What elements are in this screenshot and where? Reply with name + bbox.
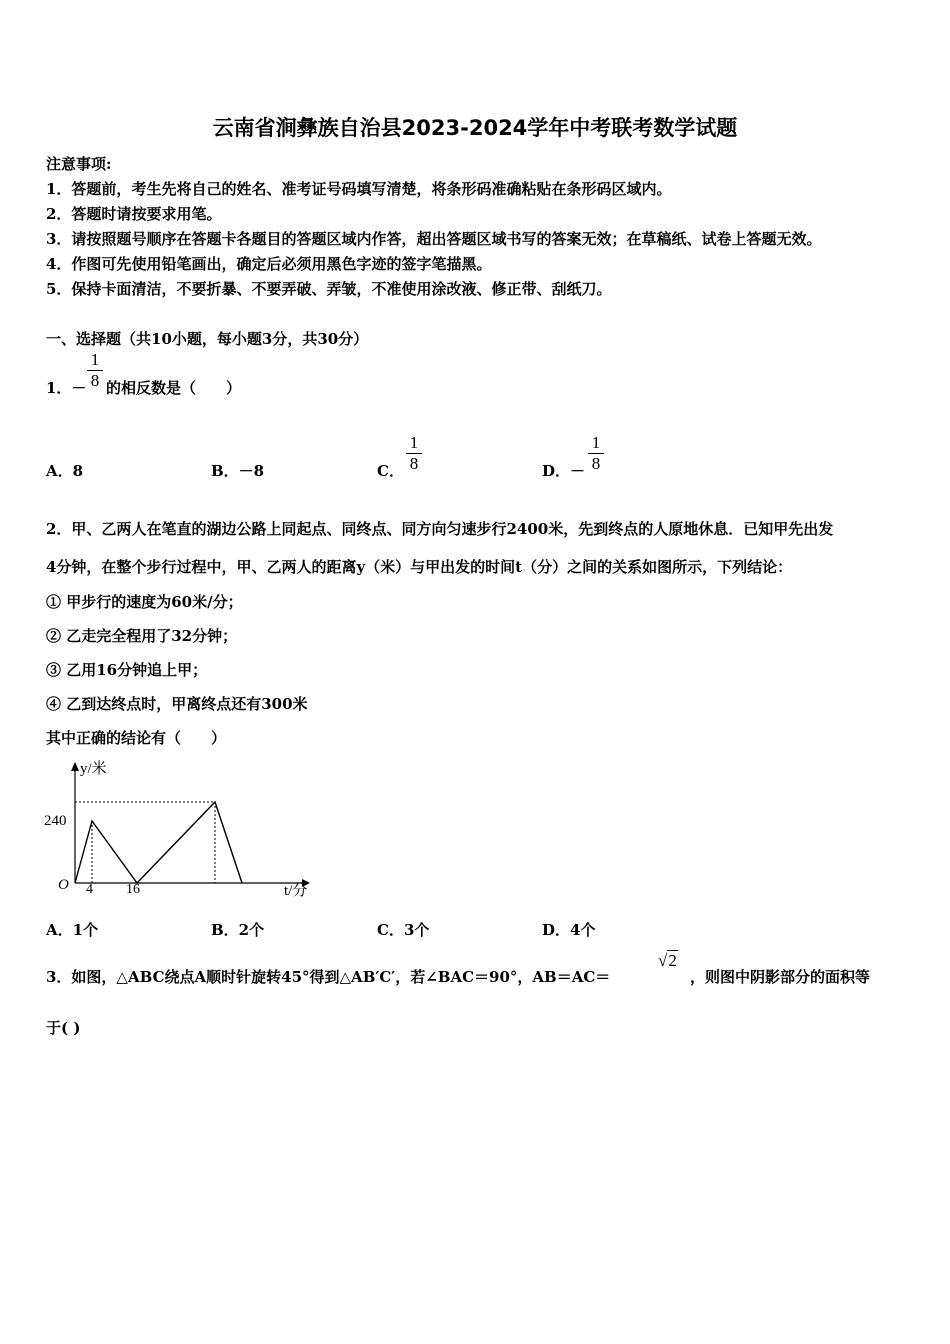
q1-option-a: A．8: [46, 462, 84, 480]
distance-curve: [75, 802, 242, 883]
q1-suffix: 的相反数是（ ）: [106, 379, 242, 397]
q1-option-d-fraction: [587, 433, 605, 474]
notice-item: 2．答题时请按要求用笔。: [46, 205, 222, 223]
q2-line1: 2．甲、乙两人在笔直的湖边公路上同起点、同终点、同方向匀速步行2400米，先到终点的人原地休息．已知甲先出发: [46, 520, 834, 538]
fraction-numerator: 1: [409, 433, 419, 452]
y-axis-label: y/米: [80, 761, 107, 777]
q1-option-b: B．－8: [211, 462, 265, 480]
notice-item: 4．作图可先使用铅笔画出，确定后必须用黑色字迹的签字笔描黑。: [46, 255, 492, 273]
notice-item: 5．保持卡面清洁，不要折暴、不要弄破、弄皱，不准使用涂改液、修正带、刮纸刀。: [46, 280, 612, 298]
x-tick-label: 4: [86, 882, 93, 897]
q3-line2: 于( ): [46, 1019, 81, 1037]
q2-option-b: B．2个: [211, 921, 265, 939]
notice-item: 3．请按照题号顺序在答题卡各题目的答题区域内作答，超出答题区域书写的答案无效；在草稿纸、试卷上答题无效。: [46, 230, 822, 248]
q3-text: 3．如图，△ABC绕点A顺时针旋转45°得到△AB′C′，若∠BAC＝90°，AB＝AC＝: [46, 968, 611, 986]
x-tick-label: 16: [126, 882, 140, 897]
q2-option-a: A．1个: [46, 921, 99, 939]
sqrt-radicand: 2: [668, 951, 677, 970]
notice-heading: 注意事项:: [46, 155, 112, 173]
q2-statement: ① 甲步行的速度为60米/分；: [46, 593, 243, 611]
q1-option-d-label: D．－: [542, 462, 586, 480]
fraction-numerator: 1: [90, 350, 100, 369]
notice-item: 1．答题前，考生先将自己的姓名、准考证号码填写清楚，将条形码准确粘贴在条形码区域内。: [46, 180, 672, 198]
page-title: 云南省涧彝族自治县2023-2024学年中考联考数学试题: [212, 116, 738, 140]
q2-statement: ③ 乙用16分钟追上甲；: [46, 661, 208, 679]
q2-statement: ② 乙走完全程用了32分钟；: [46, 627, 238, 645]
q1-option-c-fraction: [405, 433, 423, 474]
q2-ask: 其中正确的结论有（ ）: [46, 729, 227, 747]
q2-option-c: C．3个: [377, 921, 430, 939]
fraction-numerator: 1: [591, 433, 601, 452]
origin-label: O: [58, 877, 69, 893]
q2-line2: 4分钟，在整个步行过程中，甲、乙两人的距离y（米）与甲出发的时间t（分）之间的关系如图所示，下列结论：: [46, 558, 793, 576]
y-tick-label: 240: [44, 813, 67, 829]
q1-prefix: 1．－: [46, 379, 87, 397]
q1-option-c-label: C．: [377, 462, 404, 480]
q3-tail: ，则图中阴影部分的面积等: [690, 968, 871, 986]
sqrt-expression: [658, 951, 678, 971]
section-heading: 一、选择题（共10小题，每小题3分，共30分）: [46, 330, 369, 348]
q2-option-d: D．4个: [542, 921, 596, 939]
fraction-denominator: 8: [591, 454, 601, 473]
distance-time-graph: [40, 755, 330, 905]
y-axis-arrow: [71, 762, 79, 771]
q2-statement: ④ 乙到达终点时，甲离终点还有300米: [46, 695, 308, 713]
fraction-denominator: 8: [90, 371, 100, 390]
x-axis-label: t/分: [284, 883, 308, 899]
q1-fraction: [86, 350, 104, 391]
fraction-denominator: 8: [409, 454, 419, 473]
sqrt-symbol: √: [658, 951, 668, 970]
